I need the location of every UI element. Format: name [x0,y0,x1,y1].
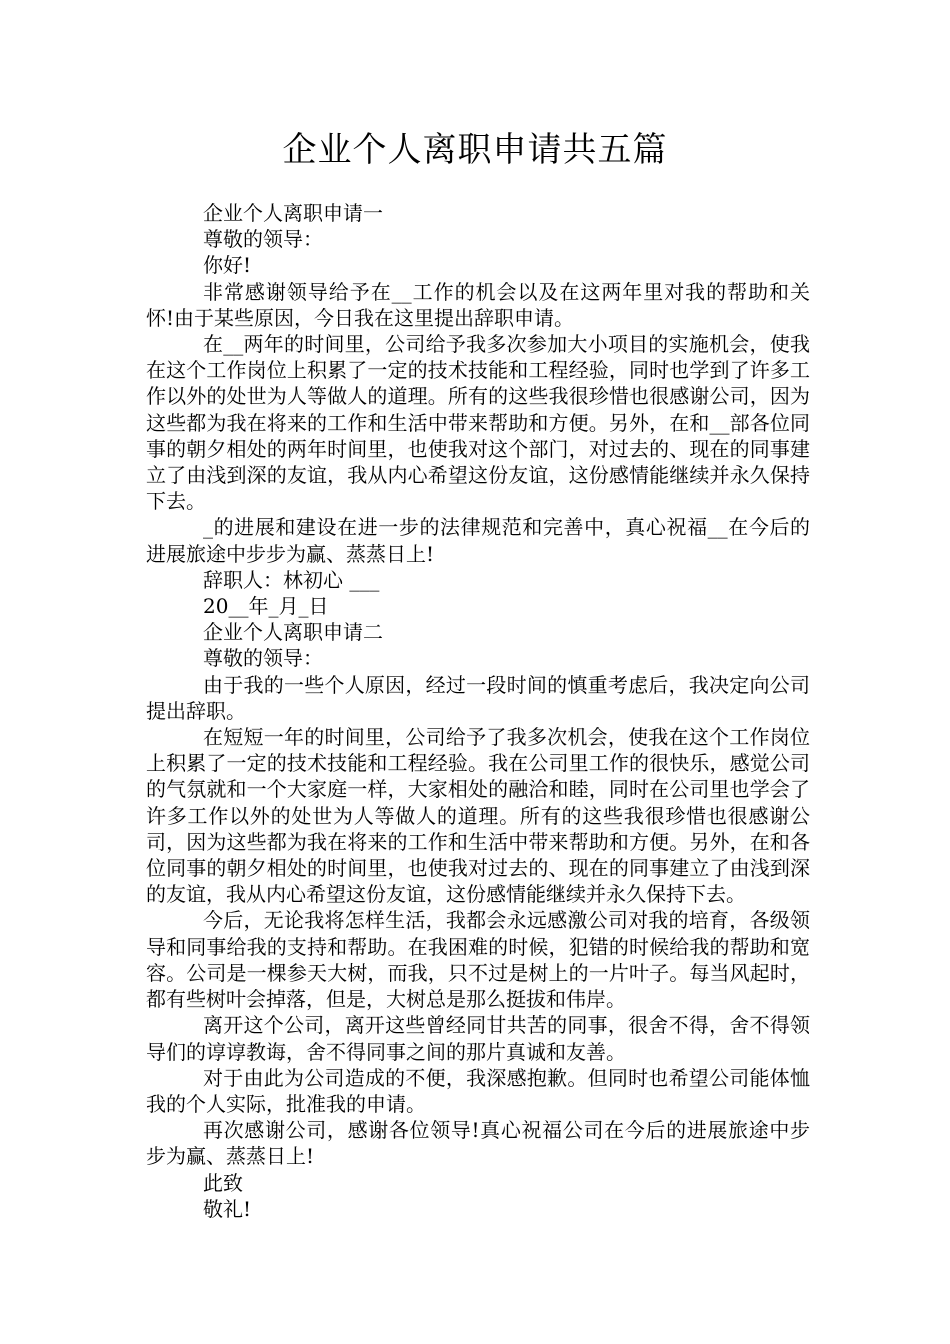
section-heading-2: 企业个人离职申请二 [203,620,383,645]
body-paragraph: 在__两年的时间里，公司给予我多次参加大小项目的实施机会，使我在这个工作岗位上积累了一定的技术技能和工程经验，同时也学到了许多工作以外的处世为人等做人的道理。所有的这些我很珍惜也很感谢公司，因为这些都为我在将来的工作和生活中带来帮助和方便。另外，在和__部各位同事的朝夕相处的两年时间里，也使我对这个部门，对过去的、现在的同事建立了由浅到深的友谊，我从内心希望这份友谊，这份感情能继续并永久保持下去。 [146,332,810,514]
body-paragraph: 在短短一年的时间里，公司给予了我多次机会，使我在这个工作岗位上积累了一定的技术技能和工程经验。我在公司里工作的很快乐，感觉公司的气氛就和一个大家庭一样，大家相处的融洽和睦，同时在公司里也学会了许多工作以外的处世为人等做人的道理。所有的这些我很珍惜也很感谢公司，因为这些都为我在将来的工作和生活中带来帮助和方便。另外，在和各位同事的朝夕相处的时间里，也使我对过去的、现在的同事建立了由浅到深的友谊，我从内心希望这份友谊，这份感情能继续并永久保持下去。 [146,725,810,907]
body-paragraph: 今后，无论我将怎样生活，我都会永远感激公司对我的培育，各级领导和同事给我的支持和帮助。在我困难的时候，犯错的时候给我的帮助和宽容。公司是一棵参天大树，而我，只不过是树上的一片叶子。每当风起时，都有些树叶会掉落，但是，大树总是那么挺拔和伟岸。 [146,908,810,1012]
closing-line: 此致 [203,1170,243,1195]
signature-line: 辞职人：林初心 ___ [203,567,380,592]
section-heading-1: 企业个人离职申请一 [203,201,383,225]
salutation: 尊敬的领导： [203,227,323,252]
date-line: 20__年_月_日 [203,594,329,619]
closing-line: 敬礼! [203,1196,252,1221]
body-paragraph: _的进展和建设在进一步的法律规范和完善中，真心祝福__在今后的进展旅途中步步为赢、蒸蒸日上! [146,515,810,566]
body-paragraph: 离开这个公司，离开这些曾经同甘共苦的同事，很舍不得，舍不得领导们的谆谆教诲，舍不得同事之间的那片真诚和友善。 [146,1013,810,1064]
body-paragraph: 由于我的一些个人原因，经过一段时间的慎重考虑后，我决定向公司提出辞职。 [146,672,810,723]
body-paragraph: 对于由此为公司造成的不便，我深感抱歉。但同时也希望公司能体恤我的个人实际，批准我的申请。 [146,1065,810,1116]
document-body [146,200,810,1222]
body-paragraph: 非常感谢领导给予在__工作的机会以及在这两年里对我的帮助和关怀!由于某些原因，今日我在这里提出辞职申请。 [146,279,810,330]
salutation: 尊敬的领导： [203,646,323,671]
document-title: 企业个人离职申请共五篇 [282,130,668,170]
body-paragraph: 再次感谢公司，感谢各位领导!真心祝福公司在今后的进展旅途中步步为赢、蒸蒸日上! [146,1118,810,1169]
greeting: 你好! [203,253,252,278]
